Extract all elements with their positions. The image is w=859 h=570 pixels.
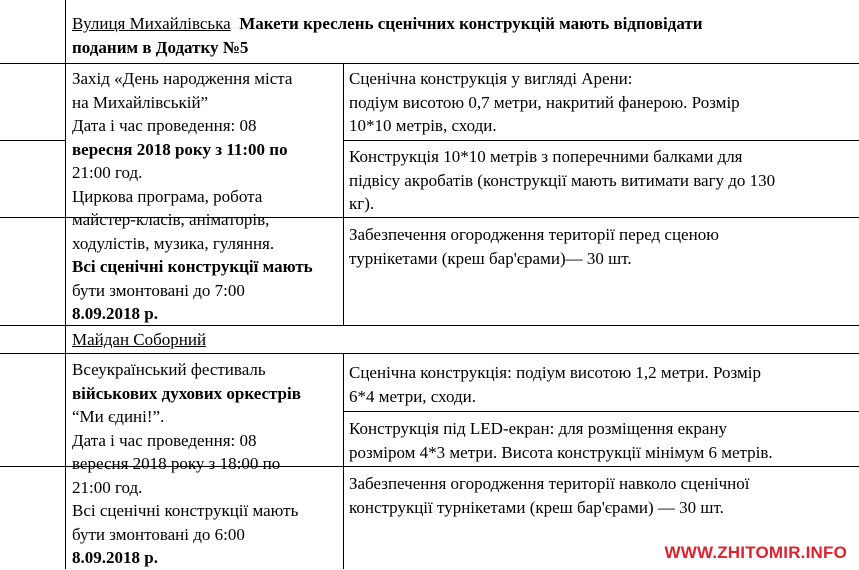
event-line: 21:00 год.: [72, 163, 143, 182]
construction-line: підвісу акробатів (конструкції мають витимати вагу до 130: [349, 170, 776, 190]
column-divider: [65, 0, 66, 569]
column-divider: [343, 353, 344, 569]
construction-line: розміром 4*3 метри. Висота конструкції мінімум 6 метрів.: [349, 442, 773, 462]
construction-2-2: [349, 417, 773, 464]
event-description-1: [72, 67, 313, 326]
section-note: Макети креслень сценічних конструкцій мають відповідати: [239, 14, 703, 33]
row-divider: [0, 140, 65, 141]
event-line: “Ми єдині!”.: [72, 407, 165, 426]
event-line: 8.09.2018 р.: [72, 304, 158, 323]
construction-line: 10*10 метрів, сходи.: [349, 116, 497, 135]
event-line: Захід «День народження міста: [72, 69, 293, 88]
row-divider: [0, 63, 859, 64]
event-line: Всеукраїнський фестиваль: [72, 360, 266, 379]
row-divider: [343, 140, 859, 141]
construction-2-1: [349, 361, 761, 408]
construction-line: 6*4 метри, сходи.: [349, 386, 476, 406]
section-note: поданим в Додатку №5: [72, 37, 249, 57]
construction-line: Забезпечення огородження території перед сценою: [349, 225, 719, 244]
event-line: бути змонтовані до 7:00: [72, 280, 245, 300]
construction-1-3: [349, 223, 719, 270]
construction-line: Конструкція під LED-екран: для розміщення екрану: [349, 419, 728, 438]
event-line: Дата і час проведення: 08: [72, 116, 257, 135]
construction-line: Конструкція 10*10 метрів з поперечними балками для: [349, 147, 743, 166]
construction-line: кг).: [349, 194, 375, 213]
construction-line: Сценічна конструкція: подіум висотою 1,2 метри. Розмір: [349, 363, 761, 382]
street-name: Майдан Соборний: [72, 330, 207, 349]
event-line: вересня 2018 року з 11:00 по: [72, 139, 288, 159]
section-header-2: [72, 328, 206, 352]
event-description-2: [72, 358, 301, 570]
construction-line: подіум висотою 0,7 метри, накритий фанерою. Розмір: [349, 92, 740, 112]
street-name: Вулиця Михайлівська: [72, 14, 231, 33]
construction-2-3: [349, 472, 750, 519]
event-line: на Михайлівській”: [72, 92, 209, 112]
section-header-1: [72, 12, 703, 59]
event-line: Циркова програма, робота: [72, 186, 263, 206]
event-line: Всі сценічні конструкції мають: [72, 501, 299, 520]
construction-line: турнікетами (креш бар'єрами)— 30 шт.: [349, 248, 632, 268]
event-line: бути змонтовані до 6:00: [72, 524, 245, 544]
construction-line: Забезпечення огородження території навколо сценічної: [349, 474, 750, 493]
event-line: Дата і час проведення: 08: [72, 430, 257, 450]
column-divider: [343, 63, 344, 325]
event-line: вересня 2018 року з 18:00 по: [72, 454, 281, 473]
site-watermark: WWW.ZHITOMIR.INFO: [664, 543, 847, 562]
event-line: військових духових оркестрів: [72, 383, 301, 403]
event-line: 21:00 год.: [72, 477, 143, 497]
construction-1-2: [349, 145, 775, 216]
event-line: ходулістів, музика, гуляння.: [72, 233, 275, 253]
event-line: майстер-класів, аніматорів,: [72, 210, 270, 229]
event-line: Всі сценічні конструкції мають: [72, 257, 313, 276]
row-divider: [343, 411, 859, 412]
row-divider: [0, 353, 859, 354]
event-line: 8.09.2018 р.: [72, 548, 158, 567]
construction-1-1: [349, 67, 740, 138]
construction-line: конструкції турнікетами (креш бар'єрами) — 30 шт.: [349, 497, 724, 517]
construction-line: Сценічна конструкція у вигляді Арени:: [349, 69, 633, 88]
